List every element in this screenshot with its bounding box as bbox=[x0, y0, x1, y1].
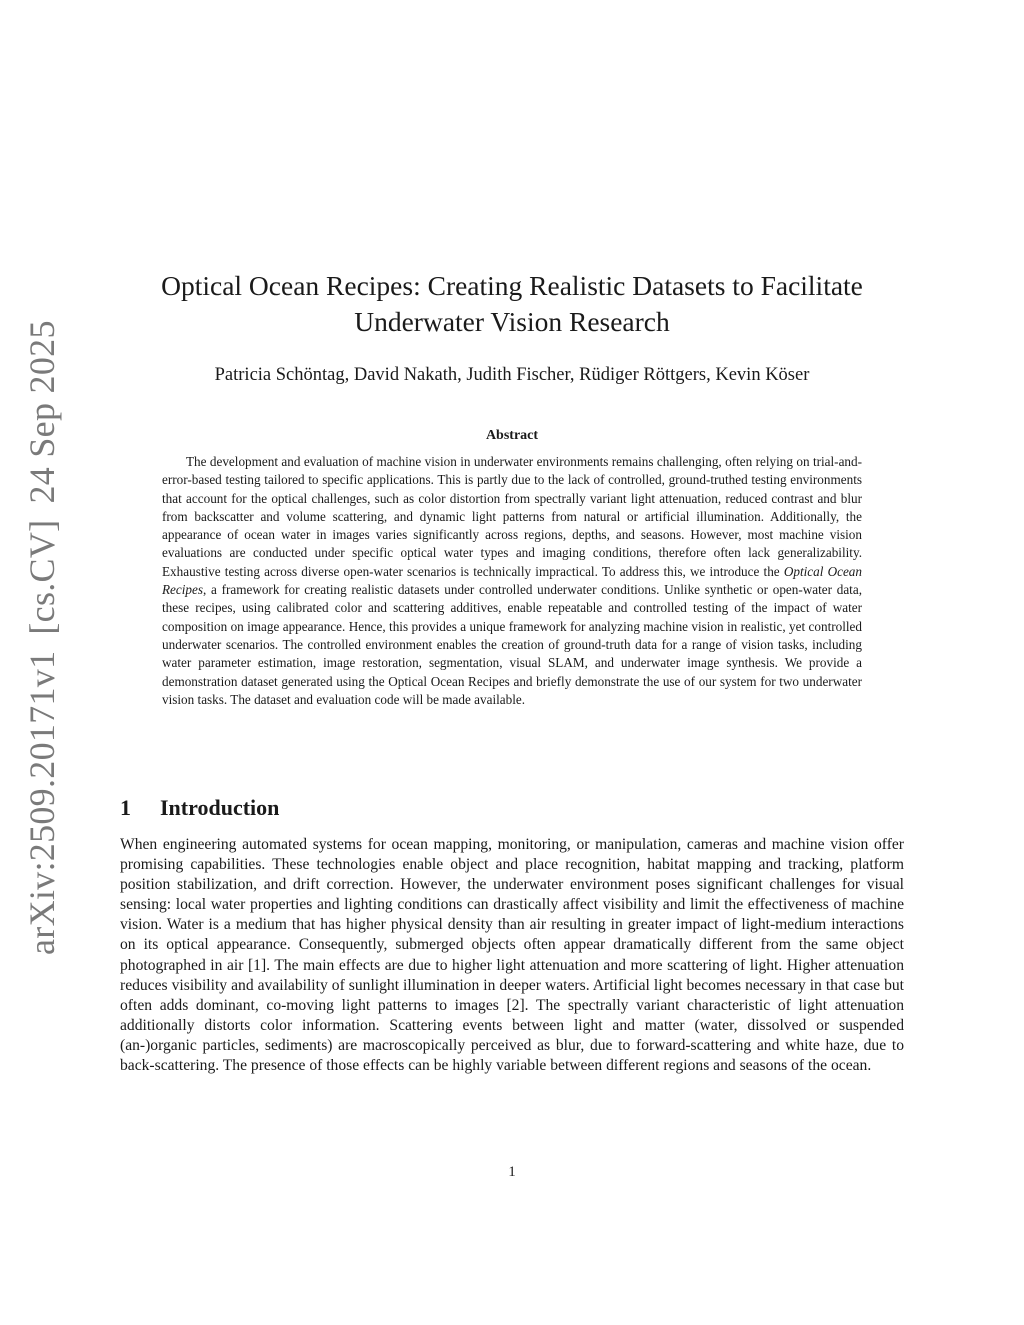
author-list: Patricia Schöntag, David Nakath, Judith Fischer, Rüdiger Röttgers, Kevin Köser bbox=[214, 365, 810, 385]
title-line-2: Underwater Vision Research bbox=[354, 306, 670, 337]
paper-title bbox=[120, 268, 904, 340]
introduction-paragraph: When engineering automated systems for ocean mapping, monitoring, or manipulation, cameras and machine vision offer promising capabilities. These technologies enable object and place recognition, habitat mapping and tracking, platform position stabilization, and drift correction. However, the underwater environment poses significant challenges for visual sensing: local water properties and lighting conditions can drastically affect visibility and limit the effectiveness of machine vision. Water is a medium that has higher physical density than air resulting in greater impact of light-medium interactions on its optical appearance. Consequently, submerged objects often appear dramatically different from the same object photographed in air [1]. The main effects are due to higher light attenuation and more scattering of light. Higher attenuation reduces visibility and availability of sunlight illumination in deeper waters. Artificial light becomes necessary in that case but often adds dominant, co-moving light patterns to images [2]. The spectrally variant characteristic of light attenuation additionally distorts color information. Scattering events between light and matter (water, dissolved or suspended (an-)organic particles, sediments) are macroscopically perceived as blur, due to forward-scattering and white haze, due to back-scattering. The presence of those effects can be highly variable between different regions and seasons of the ocean. bbox=[120, 836, 904, 1075]
arxiv-date: 24 Sep 2025 bbox=[22, 320, 62, 504]
arxiv-category: [cs.CV] bbox=[22, 519, 62, 635]
arxiv-id: arXiv:2509.20171v1 bbox=[22, 650, 62, 955]
abstract-emphasis: Optical Ocean Recipes bbox=[162, 563, 862, 598]
abstract-text bbox=[162, 453, 862, 709]
abstract-heading: Abstract bbox=[485, 428, 539, 443]
abstract-text-part-2: , a framework for creating realistic datasets under controlled underwater conditions. Unlike synthetic or open-water data, these recipes, using calibrated color and scattering additives, enable repeatable and controlled testing of the impact of water composition on image appearance. Hence, this provides a unique framework for analyzing machine vision in realistic, yet controlled underwater scenarios. The controlled environment enables the creation of ground-truth data for a range of vision tasks, including water parameter estimation, image restoration, segmentation, visual SLAM, and underwater image synthesis. We provide a demonstration dataset generated using the Optical Ocean Recipes and briefly demonstrate the use of our system for two underwater vision tasks. The dataset and evaluation code will be made available. bbox=[162, 582, 862, 707]
arxiv-margin-stamp bbox=[18, 320, 66, 955]
abstract-text-part-1: The development and evaluation of machine vision in underwater environments remains challenging, often relying on trial-and-error-based testing tailored to specific applications. This is partly due to the lack of controlled, ground-truthed testing environments that account for the optical challenges, such as color distortion from spectrally variant light attenuation, reduced contrast and blur from backscatter and volume scattering, and dynamic light patterns from natural or artificial illumination. Additionally, the appearance of ocean water in images varies significantly across regions, depths, and seasons. However, most machine vision evaluations are conducted under specific optical water types and imaging conditions, therefore often lack generalizability. Exhaustive testing across diverse open-water scenarios is technically impractical. To address this, we introduce the bbox=[162, 454, 862, 579]
section-heading bbox=[120, 794, 904, 822]
page-number: 1 bbox=[508, 1164, 516, 1180]
section-number: 1 bbox=[120, 795, 131, 820]
title-line-1: Optical Ocean Recipes: Creating Realistic Datasets to Facilitate bbox=[161, 270, 863, 301]
section-title: Introduction bbox=[160, 795, 280, 820]
